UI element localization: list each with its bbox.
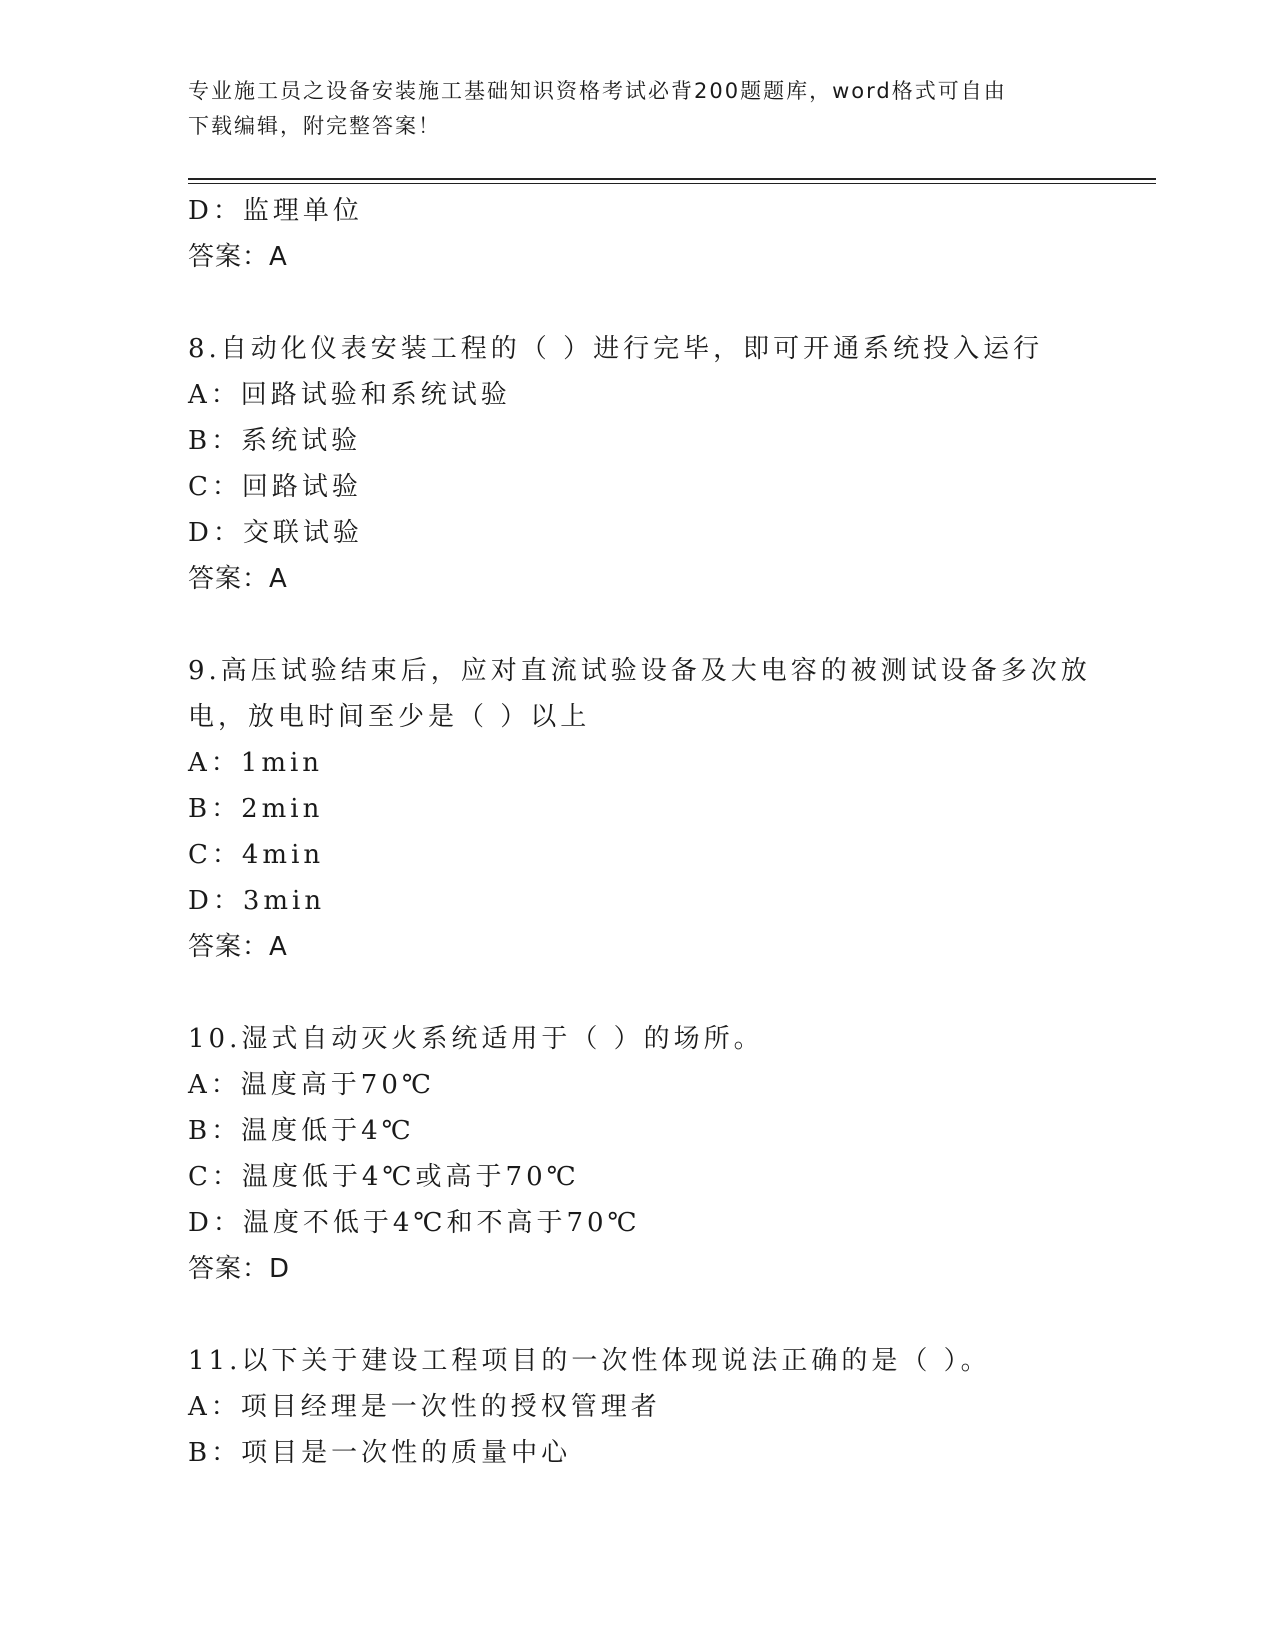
option-c: C：回路试验 (188, 472, 362, 502)
answer-line: 答案：A (188, 932, 288, 962)
option-b: B：温度低于4℃ (188, 1116, 415, 1146)
header-divider-thin (188, 183, 1156, 184)
option-d: D：监理单位 (188, 196, 363, 226)
question-block-10 (188, 1016, 1088, 1292)
question-list (188, 188, 1091, 1476)
question-text-line-2: 电，放电时间至少是（ ）以上 (188, 702, 591, 732)
option-a: A：回路试验和系统试验 (188, 380, 511, 410)
answer-line: 答案：A (188, 242, 288, 272)
option-b: B：项目是一次性的质量中心 (188, 1438, 572, 1468)
option-c: C：温度低于4℃或高于70℃ (188, 1162, 580, 1192)
option-b: B：系统试验 (188, 426, 362, 456)
option-d: D：3min (188, 886, 326, 916)
option-a: A：项目经理是一次性的授权管理者 (188, 1392, 661, 1422)
option-b: B：2min (188, 794, 324, 824)
option-a: A：1min (188, 748, 324, 778)
question-block-8 (188, 326, 1088, 602)
question-text: 8.自动化仪表安装工程的（ ）进行完毕，即可开通系统投入运行 (188, 334, 1044, 364)
answer-line: 答案：D (188, 1254, 291, 1284)
spacer (188, 280, 1088, 326)
header-line-2: 下载编辑，附完整答案！ (188, 114, 441, 138)
question-block-11 (188, 1338, 1088, 1476)
question-text-line-1: 9.高压试验结束后，应对直流试验设备及大电容的被测试设备多次放 (188, 656, 1091, 686)
answer-line: 答案：A (188, 564, 288, 594)
option-a: A：温度高于70℃ (188, 1070, 435, 1100)
page-header (188, 74, 1088, 144)
header-line-1: 专业施工员之设备安装施工基础知识资格考试必背200题题库，word格式可自由 (188, 79, 1007, 103)
option-c: C：4min (188, 840, 325, 870)
header-divider-thick (188, 178, 1156, 180)
question-text: 10.湿式自动灭火系统适用于（ ）的场所。 (188, 1024, 764, 1054)
question-block-prev (188, 188, 1088, 280)
option-d: D：温度不低于4℃和不高于70℃ (188, 1208, 641, 1238)
question-text: 11.以下关于建设工程项目的一次性体现说法正确的是（ ）。 (188, 1346, 991, 1376)
option-d: D：交联试验 (188, 518, 363, 548)
spacer (188, 970, 1088, 1016)
spacer (188, 1292, 1088, 1338)
spacer (188, 602, 1088, 648)
question-block-9 (188, 648, 1091, 970)
